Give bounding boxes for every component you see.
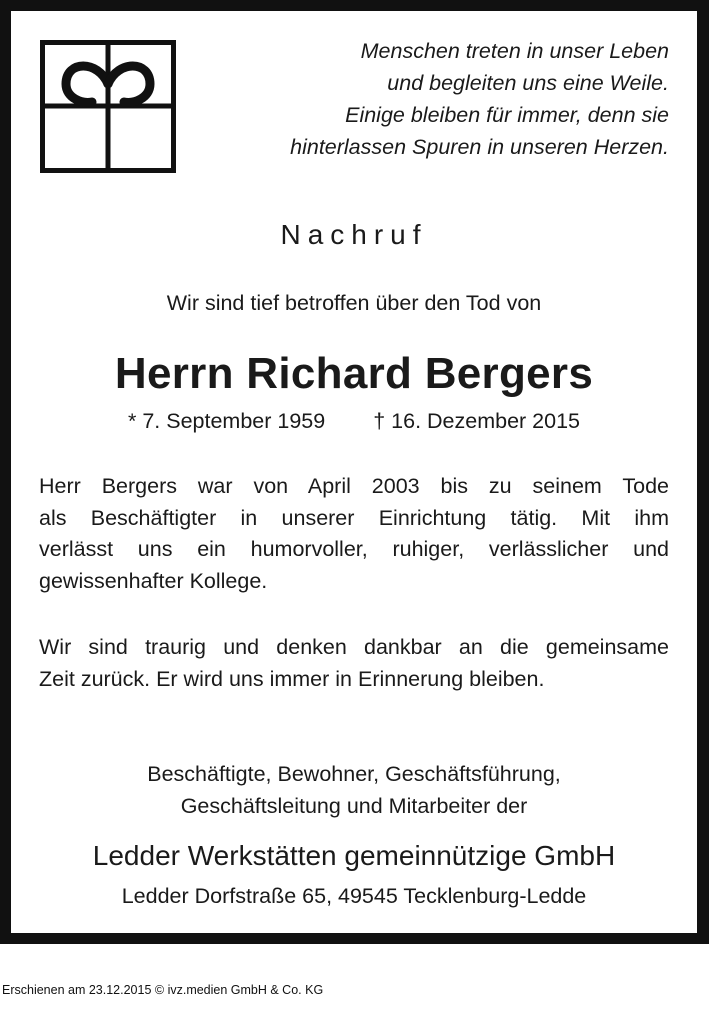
motto-line: hinterlassen Spuren in unseren Herzen. — [290, 135, 669, 159]
motto-line: und begleiten uns eine Weile. — [387, 71, 669, 95]
paragraph-tribute — [39, 471, 669, 597]
heading: Nachruf — [280, 219, 428, 250]
cross-window-heart-icon — [40, 40, 176, 173]
notice-body — [11, 11, 697, 933]
motto-line: Einige bleiben für immer, denn sie — [345, 103, 669, 127]
intro-text: Wir sind tief betroffen über den Tod von — [166, 291, 542, 315]
deceased-name: Herrn Richard Bergers — [114, 349, 594, 398]
paragraph-line: Wir sind traurig und denken dankbar an die gemeinsame — [39, 635, 669, 659]
company-address: Ledder Dorfstraße 65, 49545 Tecklenburg-Ledde — [121, 884, 587, 908]
death-date: † 16. Dezember 2015 — [373, 409, 580, 433]
signatory-line: Geschäftsleitung und Mitarbeiter der — [180, 793, 528, 818]
paragraph-line: Zeit zurück. Er wird uns immer in Erinnerung bleiben. — [39, 666, 545, 691]
birth-date: * 7. September 1959 — [128, 409, 326, 433]
paragraph-line: gewissenhafter Kollege. — [39, 568, 268, 593]
publication-footer: Erschienen am 23.12.2015 © ivz.medien GmbH & Co. KG — [2, 983, 324, 997]
company-name: Ledder Werkstätten gemeinnützige GmbH — [92, 840, 616, 871]
paragraph-remembrance — [39, 632, 669, 695]
signatories — [11, 759, 697, 822]
motto — [239, 35, 669, 163]
signatory-line: Beschäftigte, Bewohner, Geschäftsführung, — [147, 762, 561, 786]
motto-line: Menschen treten in unser Leben — [360, 39, 669, 63]
paragraph-line: verlässt uns ein humorvoller, ruhiger, verlässlicher und — [39, 537, 669, 561]
life-dates — [11, 409, 697, 434]
paragraph-line: Herr Bergers war von April 2003 bis zu seinem Tode — [39, 474, 669, 498]
paragraph-line: als Beschäftigter in unserer Einrichtung tätig. Mit ihm — [39, 505, 669, 530]
